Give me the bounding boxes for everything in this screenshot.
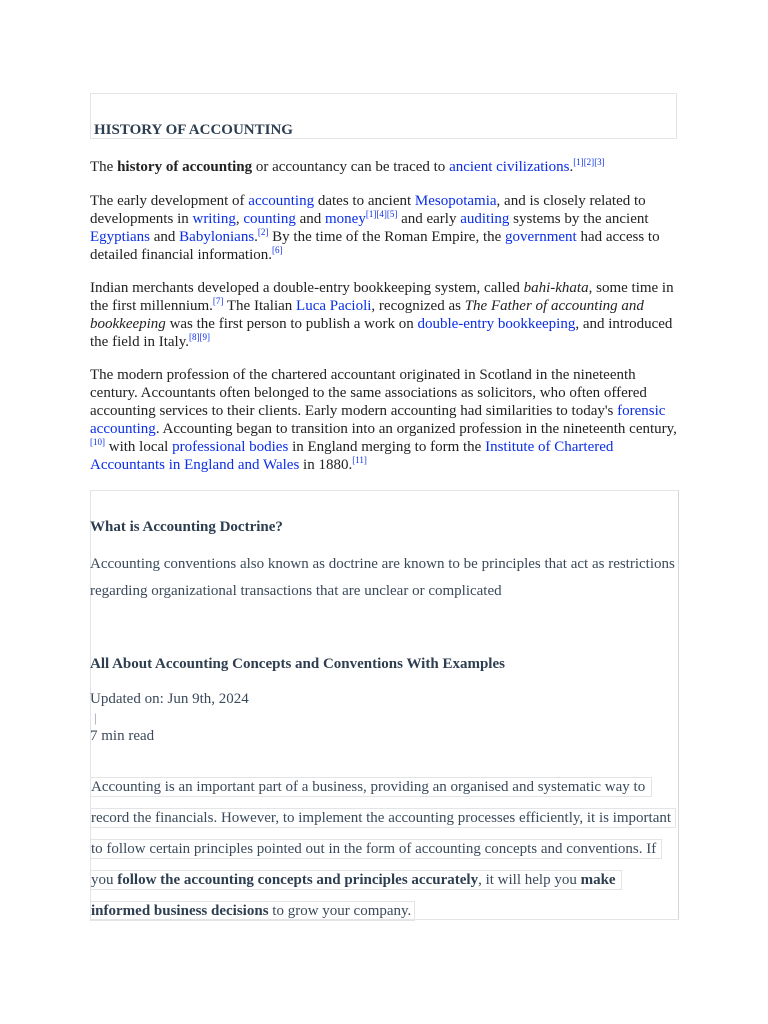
text: had access to detailed financial information. bbox=[90, 229, 660, 263]
text: dates to ancient bbox=[314, 193, 415, 209]
text: , and is closely related to developments in bbox=[90, 193, 646, 227]
citations bbox=[573, 157, 605, 167]
italic-text: bahi-khata bbox=[523, 280, 589, 296]
link-government[interactable]: government bbox=[505, 229, 577, 245]
link-egyptians[interactable]: Egyptians bbox=[90, 229, 150, 245]
page-heading: HISTORY OF ACCOUNTING bbox=[94, 122, 293, 138]
citation-link[interactable]: [2] bbox=[583, 157, 595, 167]
text: systems by the ancient bbox=[509, 211, 649, 227]
article-line: Accounting is an important part of a business, providing an organised and systematic way to bbox=[90, 777, 652, 797]
updated-date: Updated on: Jun 9th, 2024 bbox=[90, 691, 249, 707]
citations bbox=[189, 332, 210, 342]
text: in 1880. bbox=[299, 457, 353, 473]
text: The Italian bbox=[223, 298, 297, 314]
citations bbox=[90, 437, 105, 447]
citation-link[interactable]: [3] bbox=[594, 157, 605, 167]
link-icaew[interactable]: Institute of Chartered Accountants in England and Wales bbox=[90, 439, 614, 473]
text: in England merging to form the bbox=[288, 439, 486, 455]
citation-link[interactable]: [8] bbox=[189, 332, 200, 342]
citation-link[interactable]: [10] bbox=[90, 437, 105, 447]
link-double-entry-bookkeeping[interactable]: double-entry bookkeeping bbox=[417, 316, 576, 332]
meta-separator: | bbox=[94, 710, 97, 725]
text: you bbox=[91, 872, 118, 888]
link-mesopotamia[interactable]: Mesopotamia bbox=[414, 193, 497, 209]
doctrine-question: What is Accounting Doctrine? bbox=[90, 519, 283, 535]
link-accounting[interactable]: accounting bbox=[248, 193, 315, 209]
link-ancient-civilizations[interactable]: ancient civilizations bbox=[449, 159, 570, 175]
link-luca-pacioli[interactable]: Luca Pacioli bbox=[296, 298, 372, 314]
link-money[interactable]: money bbox=[325, 211, 366, 227]
citations bbox=[272, 245, 283, 255]
text: , bbox=[235, 211, 244, 227]
text: and bbox=[150, 229, 180, 245]
text: The modern profession of the chartered accountant originated in Scotland in the nineteenth century. Accountants often belonged to the same associations as solicitors, who often offered accounting services to their clients. Early modern accounting had similarities to today's bbox=[90, 367, 647, 419]
citations bbox=[352, 455, 367, 465]
citations bbox=[213, 296, 224, 306]
citations bbox=[258, 227, 269, 237]
bold-text: informed business decisions bbox=[91, 903, 269, 919]
text: By the time of the Roman Empire, the bbox=[268, 229, 506, 245]
article-line: to follow certain principles pointed out in the form of accounting concepts and conventions. If bbox=[90, 839, 662, 859]
link-counting[interactable]: counting bbox=[243, 211, 296, 227]
citation-link[interactable]: [4] bbox=[376, 209, 387, 219]
early-development-paragraph bbox=[90, 192, 680, 264]
citation-link[interactable]: [1] bbox=[365, 209, 377, 219]
italic-text: The Father of accounting and bookkeeping bbox=[90, 298, 644, 332]
citation-link[interactable]: [7] bbox=[212, 296, 224, 306]
citation-link[interactable]: [11] bbox=[352, 455, 367, 465]
text: The bbox=[90, 159, 118, 175]
link-forensic-accounting[interactable]: forensic accounting bbox=[90, 403, 666, 437]
article-title: All About Accounting Concepts and Conventions With Examples bbox=[90, 656, 505, 672]
text: , it will help you bbox=[478, 872, 581, 888]
text: , recognized as bbox=[371, 298, 465, 314]
text: , and introduced the field in Italy. bbox=[90, 316, 673, 350]
text: , some time in the first millennium. bbox=[90, 280, 674, 314]
link-professional-bodies[interactable]: professional bodies bbox=[172, 439, 289, 455]
citation-link[interactable]: [2] bbox=[257, 227, 269, 237]
citation-link[interactable]: [1] bbox=[573, 157, 584, 167]
text: Indian merchants developed a double-entry bookkeeping system, called bbox=[90, 280, 524, 296]
article-line bbox=[90, 901, 415, 921]
link-auditing[interactable]: auditing bbox=[460, 211, 510, 227]
article-line: record the financials. However, to implement the accounting processes efficiently, it is important bbox=[90, 808, 676, 828]
doctrine-definition: Accounting conventions also known as doctrine are known to be principles that act as restrictions regarding organizational transactions that are unclear or complicated bbox=[90, 556, 675, 599]
read-time: 7 min read bbox=[90, 728, 155, 744]
text: . bbox=[569, 159, 574, 175]
bold-text: make bbox=[580, 872, 616, 888]
text: and bbox=[295, 211, 325, 227]
text: was the first person to publish a work on bbox=[165, 316, 418, 332]
citations bbox=[366, 209, 398, 219]
text: to grow your company. bbox=[268, 903, 412, 919]
bold-text: history of accounting bbox=[117, 159, 253, 175]
text: The early development of bbox=[90, 193, 249, 209]
heading-box bbox=[90, 93, 677, 139]
text: and early bbox=[397, 211, 461, 227]
citation-link[interactable]: [5] bbox=[386, 209, 398, 219]
bookkeeping-paragraph bbox=[90, 279, 680, 351]
modern-profession-paragraph bbox=[90, 366, 680, 474]
text: or accountancy can be traced to bbox=[252, 159, 450, 175]
citation-link[interactable]: [6] bbox=[272, 245, 283, 255]
text: . Accounting began to transition into an organized profession in the nineteenth century, bbox=[155, 421, 677, 437]
bold-text: follow the accounting concepts and principles accurately bbox=[117, 872, 479, 888]
link-writing[interactable]: writing bbox=[192, 211, 236, 227]
text: . bbox=[254, 229, 258, 245]
article-line bbox=[90, 870, 622, 890]
link-babylonians[interactable]: Babylonians bbox=[179, 229, 255, 245]
text: with local bbox=[105, 439, 173, 455]
citation-link[interactable]: [9] bbox=[199, 332, 210, 342]
intro-paragraph bbox=[90, 158, 680, 176]
